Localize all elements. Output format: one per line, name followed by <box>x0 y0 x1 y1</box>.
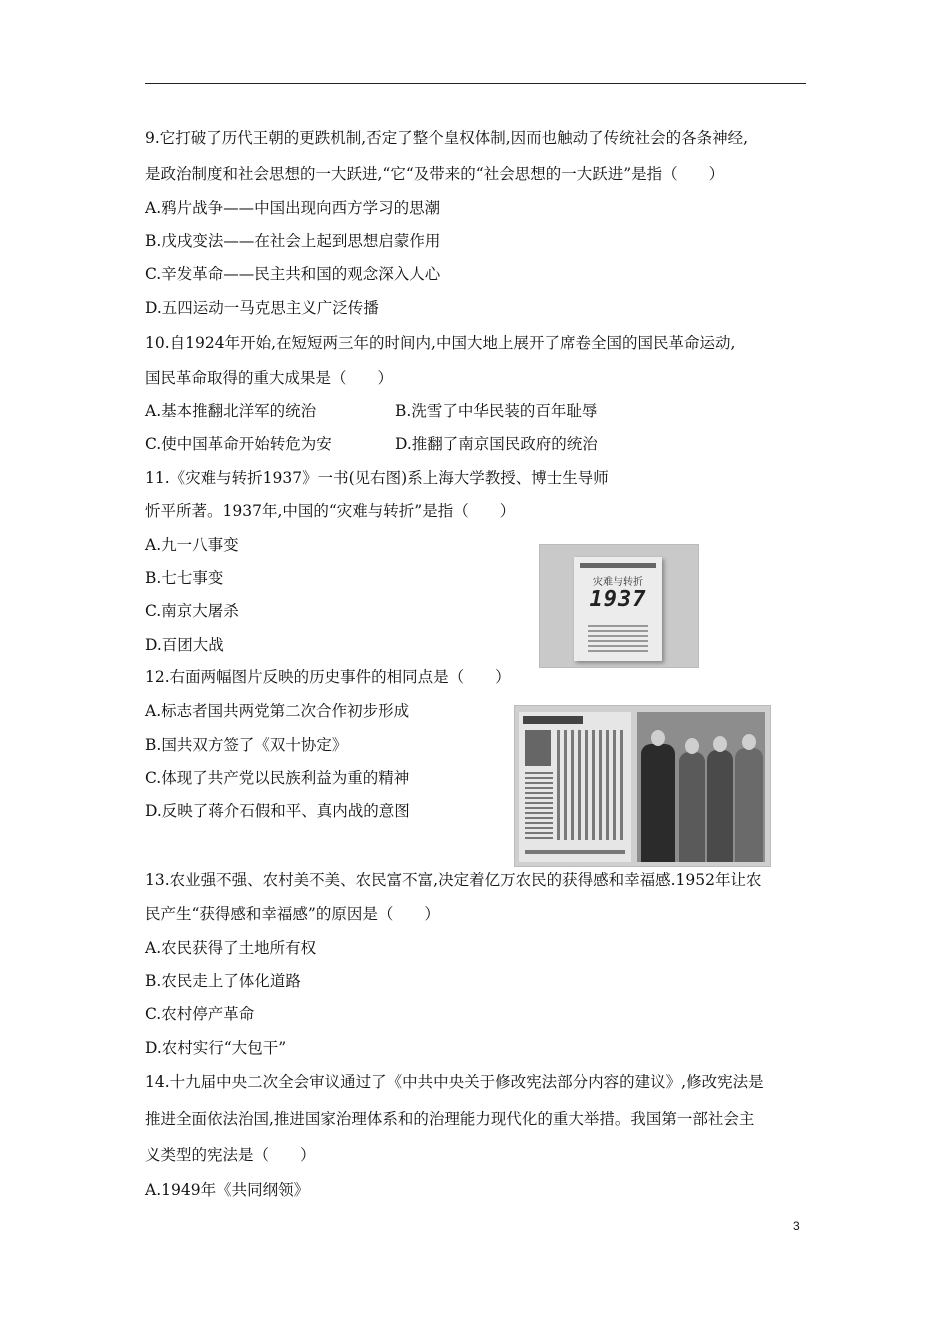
book-cover-photo <box>539 544 699 668</box>
q13-option-c: C.农村停产革命 <box>145 1005 255 1023</box>
q11-stem-line2: 忻平所著。1937年,中国的“灾难与转折”是指（ ） <box>145 502 516 520</box>
q13-option-a: A.农民获得了土地所有权 <box>145 939 317 957</box>
q10-option-d: D.推翻了南京国民政府的统治 <box>395 435 598 453</box>
q13-option-b: B.农民走上了体化道路 <box>145 972 301 990</box>
q9-stem-line1: 9.它打破了历代王朝的更跌机制,否定了整个皇权体制,因而也触动了传统社会的各条神经, <box>145 129 749 147</box>
group-portrait-image <box>637 712 765 862</box>
person-figure <box>707 750 733 862</box>
q10-option-a: A.基本推翻北洋军的统治 <box>145 402 317 420</box>
q9-option-b: B.戊戌变法——在社会上起到思想启蒙作用 <box>145 232 441 250</box>
q10-stem-line1: 10.自1924年开始,在短短两三年的时间内,中国大地上展开了席卷全国的国民革命运动, <box>145 334 736 352</box>
q12-option-d: D.反映了蒋介石假和平、真内战的意图 <box>145 802 410 820</box>
q9-option-d: D.五四运动一马克思主义广泛传播 <box>145 299 379 317</box>
newspaper-image <box>519 712 631 862</box>
q14-option-a: A.1949年《共同纲领》 <box>145 1181 310 1199</box>
cover-text-block <box>588 625 648 655</box>
person-figure <box>641 744 675 862</box>
q14-stem-line2: 推进全面依法治国,推进国家治理体系和的治理能力现代化的重大举措。我国第一部社会主 <box>145 1110 755 1128</box>
cover-stripe <box>580 563 656 568</box>
q10-stem-line2: 国民革命取得的重大成果是（ ） <box>145 369 394 387</box>
q12-option-b: B.国共双方签了《双十协定》 <box>145 736 348 754</box>
person-figure <box>679 752 705 862</box>
q9-option-c: C.辛发革命——民主共和国的观念深入人心 <box>145 265 441 283</box>
q10-option-c: C.使中国革命开始转危为安 <box>145 435 332 453</box>
person-head <box>651 730 665 746</box>
q12-stem: 12.右面两幅图片反映的历史事件的相同点是（ ） <box>145 668 511 686</box>
q13-stem-line1: 13.农业强不强、农村美不美、农民富不富,决定着亿万农民的获得感和幸福感.1952年让农 <box>145 871 762 889</box>
q13-stem-line2: 民产生“获得感和幸福感”的原因是（ ） <box>145 905 440 923</box>
person-head <box>713 736 727 752</box>
q9-stem-line2: 是政治制度和社会思想的一大跃进,“它“及带来的“社会思想的一大跃进”是指（ ） <box>145 165 725 183</box>
newspaper-portrait <box>525 730 551 766</box>
q12-option-c: C.体现了共产党以民族利益为重的精神 <box>145 769 410 787</box>
person-head <box>685 738 699 754</box>
q9-option-a: A.鸦片战争——中国出现向西方学习的思潮 <box>145 199 441 217</box>
person-head <box>742 734 756 750</box>
q11-option-a: A.九一八事变 <box>145 536 239 554</box>
newspaper-and-group-photo <box>514 705 771 867</box>
q13-option-d: D.农村实行“大包干” <box>145 1039 287 1057</box>
book-cover-title: 灾难与转折 <box>593 577 643 588</box>
q11-stem-line1: 11.《灾难与转折1937》一书(见右图)系上海大学教授、博士生导师 <box>145 469 609 487</box>
newspaper-text <box>525 772 553 842</box>
q14-stem-line1: 14.十九届中央二次全会审议通过了《中共中央关于修改宪法部分内容的建议》,修改宪法是 <box>145 1073 764 1091</box>
book-cover <box>574 557 662 661</box>
q11-option-c: C.南京大屠杀 <box>145 602 239 620</box>
q14-stem-line3: 义类型的宪法是（ ） <box>145 1146 316 1164</box>
person-figure <box>735 748 763 862</box>
book-cover-year: 1937 <box>589 587 647 612</box>
q11-option-b: B.七七事变 <box>145 569 224 587</box>
q10-option-b: B.洗雪了中华民装的百年耻辱 <box>395 402 598 420</box>
newspaper-caption <box>525 850 625 854</box>
newspaper-columns <box>557 730 625 840</box>
q12-option-a: A.标志者国共两党第二次合作初步形成 <box>145 702 410 720</box>
newspaper-masthead <box>523 716 583 724</box>
header-rule <box>145 83 806 84</box>
q11-option-d: D.百团大战 <box>145 636 224 654</box>
page-number: 3 <box>793 1219 800 1233</box>
